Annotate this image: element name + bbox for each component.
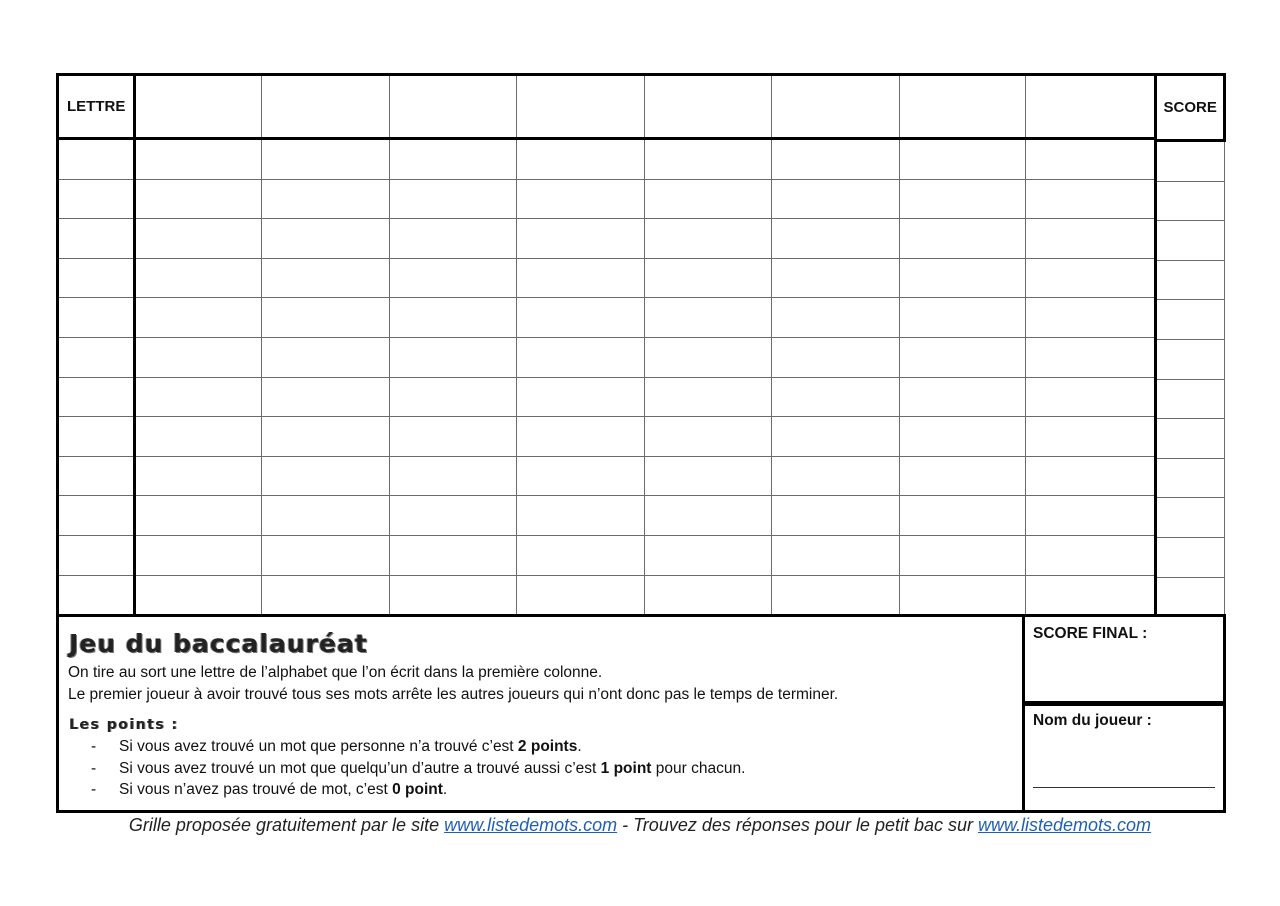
word-cell[interactable] [135, 496, 262, 536]
word-cell[interactable] [517, 456, 645, 496]
rule-text: Si vous avez trouvé un mot que quelqu’un d’autre a trouvé aussi c’est [119, 759, 601, 777]
bullet-dash: - [91, 759, 97, 777]
word-cell[interactable] [135, 179, 262, 219]
word-cell[interactable] [900, 219, 1026, 259]
footer-link-1[interactable]: www.listedemots.com [444, 815, 618, 835]
points-rule [91, 738, 745, 760]
word-cell[interactable] [900, 337, 1026, 377]
word-cell[interactable] [262, 377, 390, 417]
grid-row [58, 377, 1156, 417]
grid-row [58, 535, 1156, 575]
letter-cell[interactable] [58, 377, 135, 417]
rules-line-1: On tire au sort une lettre de l’alphabet que l’on écrit dans la première colonne. [68, 664, 603, 681]
score-cell[interactable] [1156, 181, 1225, 221]
word-cell[interactable] [135, 258, 262, 298]
grid-row [58, 456, 1156, 496]
score-row [1156, 379, 1225, 419]
points-rule [91, 760, 745, 782]
letter-column-header: LETTRE [58, 75, 135, 139]
grid-row [58, 298, 1156, 338]
player-name-line[interactable] [1033, 787, 1215, 788]
grid-row [58, 219, 1156, 259]
word-cell[interactable] [390, 535, 517, 575]
score-row [1156, 300, 1225, 340]
word-cell[interactable] [135, 456, 262, 496]
score-row [1156, 221, 1225, 261]
letter-cell[interactable] [58, 139, 135, 180]
word-cell[interactable] [772, 298, 900, 338]
word-cell[interactable] [262, 298, 390, 338]
word-cell[interactable] [135, 575, 262, 616]
grid-row [58, 258, 1156, 298]
word-cell[interactable] [772, 139, 900, 180]
category-header-cell[interactable] [772, 75, 900, 139]
word-cell[interactable] [517, 298, 645, 338]
word-cell[interactable] [1026, 535, 1156, 575]
player-name-box[interactable] [1022, 701, 1226, 813]
word-cell[interactable] [772, 496, 900, 536]
score-row [1156, 141, 1225, 182]
final-score-label: SCORE FINAL : [1033, 625, 1148, 642]
bullet-dash: - [91, 781, 97, 798]
word-cell[interactable] [135, 417, 262, 457]
footer [0, 815, 1280, 836]
score-cell[interactable] [1156, 537, 1225, 577]
letter-cell[interactable] [58, 417, 135, 457]
word-cell[interactable] [645, 179, 772, 219]
word-cell[interactable] [900, 417, 1026, 457]
bullet-dash: - [91, 738, 97, 755]
points-rule [91, 781, 745, 803]
word-cell[interactable] [645, 496, 772, 536]
score-cell[interactable] [1156, 141, 1225, 182]
score-row [1156, 498, 1225, 538]
word-cell[interactable] [262, 575, 390, 616]
word-cell[interactable] [900, 456, 1026, 496]
rule-points: 0 point [392, 781, 443, 798]
word-cell[interactable] [517, 496, 645, 536]
grid-row [58, 417, 1156, 457]
rules-line-2: Le premier joueur à avoir trouvé tous ses mots arrête les autres joueurs qui n’ont donc pas le temps de terminer. [68, 686, 839, 703]
score-row [1156, 577, 1225, 617]
rule-points: 1 point [600, 759, 652, 777]
score-column-header: SCORE [1156, 75, 1225, 141]
word-cell[interactable] [645, 139, 772, 180]
footer-link-2[interactable]: www.listedemots.com [978, 815, 1152, 835]
category-header-cell[interactable] [517, 75, 645, 139]
word-cell[interactable] [772, 337, 900, 377]
word-cell[interactable] [772, 179, 900, 219]
word-cell[interactable] [135, 535, 262, 575]
score-cell[interactable] [1156, 379, 1225, 419]
grid-row [58, 496, 1156, 536]
word-cell[interactable] [1026, 258, 1156, 298]
word-cell[interactable] [390, 258, 517, 298]
score-column [1154, 73, 1226, 617]
grid-header-row [58, 75, 1156, 139]
footer-text-2: - Trouvez des réponses pour le petit bac sur [617, 815, 978, 835]
word-cell[interactable] [390, 456, 517, 496]
category-header-cell[interactable] [390, 75, 517, 139]
word-cell[interactable] [645, 298, 772, 338]
letter-cell[interactable] [58, 298, 135, 338]
score-row [1156, 537, 1225, 577]
word-cell[interactable] [135, 337, 262, 377]
word-cell[interactable] [772, 456, 900, 496]
word-cell[interactable] [390, 417, 517, 457]
word-cell[interactable] [390, 377, 517, 417]
letter-cell[interactable] [58, 535, 135, 575]
word-cell[interactable] [517, 377, 645, 417]
word-cell[interactable] [1026, 417, 1156, 457]
word-cell[interactable] [262, 179, 390, 219]
score-cell[interactable] [1156, 339, 1225, 379]
word-cell[interactable] [135, 139, 262, 180]
word-cell[interactable] [262, 417, 390, 457]
score-cell[interactable] [1156, 419, 1225, 459]
letter-cell[interactable] [58, 219, 135, 259]
word-cell[interactable] [517, 179, 645, 219]
score-cell[interactable] [1156, 260, 1225, 300]
letter-cell[interactable] [58, 337, 135, 377]
word-cell[interactable] [517, 337, 645, 377]
score-row [1156, 419, 1225, 459]
word-cell[interactable] [390, 179, 517, 219]
word-cell[interactable] [900, 377, 1026, 417]
word-cell[interactable] [262, 496, 390, 536]
word-cell[interactable] [262, 258, 390, 298]
word-cell[interactable] [390, 298, 517, 338]
word-cell[interactable] [772, 258, 900, 298]
word-cell[interactable] [1026, 337, 1156, 377]
word-cell[interactable] [645, 337, 772, 377]
word-cell[interactable] [900, 179, 1026, 219]
word-cell[interactable] [772, 575, 900, 616]
word-cell[interactable] [390, 496, 517, 536]
letter-cell[interactable] [58, 575, 135, 616]
word-cell[interactable] [645, 377, 772, 417]
score-cell[interactable] [1156, 221, 1225, 261]
word-cell[interactable] [1026, 179, 1156, 219]
score-row [1156, 181, 1225, 221]
word-cell[interactable] [517, 258, 645, 298]
player-name-label: Nom du joueur : [1033, 712, 1152, 729]
word-cell[interactable] [135, 219, 262, 259]
word-cell[interactable] [900, 139, 1026, 180]
grid-row [58, 575, 1156, 616]
word-cell[interactable] [1026, 575, 1156, 616]
rule-text-end: pour chacun. [651, 759, 746, 777]
word-cell[interactable] [645, 417, 772, 457]
game-title: Jeu du baccalauréat [69, 629, 368, 658]
word-grid [56, 73, 1157, 617]
game-grid [56, 73, 1226, 616]
word-cell[interactable] [772, 219, 900, 259]
letter-cell[interactable] [58, 456, 135, 496]
word-cell[interactable] [135, 377, 262, 417]
final-score-box[interactable] [1022, 614, 1226, 706]
word-cell[interactable] [645, 219, 772, 259]
word-cell[interactable] [1026, 377, 1156, 417]
word-cell[interactable] [517, 535, 645, 575]
word-cell[interactable] [390, 219, 517, 259]
score-row [1156, 339, 1225, 379]
rule-text: Si vous avez trouvé un mot que personne n’a trouvé c’est [119, 738, 518, 755]
points-heading: Les points : [69, 717, 179, 733]
category-header-cell[interactable] [262, 75, 390, 139]
word-cell[interactable] [390, 139, 517, 180]
word-cell[interactable] [1026, 496, 1156, 536]
score-cell[interactable] [1156, 458, 1225, 498]
word-cell[interactable] [517, 575, 645, 616]
footer-text: Grille proposée gratuitement par le site [128, 815, 445, 835]
score-row [1156, 260, 1225, 300]
letter-cell[interactable] [58, 179, 135, 219]
word-cell[interactable] [262, 456, 390, 496]
word-cell[interactable] [390, 337, 517, 377]
word-cell[interactable] [135, 298, 262, 338]
score-cell[interactable] [1156, 498, 1225, 538]
word-cell[interactable] [517, 139, 645, 180]
score-row [1156, 458, 1225, 498]
rule-points: 2 points [517, 738, 578, 755]
word-cell[interactable] [517, 417, 645, 457]
category-header-cell[interactable] [900, 75, 1026, 139]
letter-cell[interactable] [58, 258, 135, 298]
grid-row [58, 139, 1156, 180]
score-cell[interactable] [1156, 300, 1225, 340]
word-cell[interactable] [262, 219, 390, 259]
word-cell[interactable] [772, 417, 900, 457]
word-cell[interactable] [262, 139, 390, 180]
word-cell[interactable] [900, 298, 1026, 338]
word-cell[interactable] [262, 535, 390, 575]
category-header-cell[interactable] [645, 75, 772, 139]
word-cell[interactable] [645, 575, 772, 616]
word-cell[interactable] [645, 258, 772, 298]
word-cell[interactable] [645, 535, 772, 575]
word-cell[interactable] [1026, 219, 1156, 259]
word-cell[interactable] [645, 456, 772, 496]
rules-panel [56, 614, 1025, 813]
grid-row [58, 337, 1156, 377]
word-cell[interactable] [900, 258, 1026, 298]
word-cell[interactable] [1026, 298, 1156, 338]
rule-text-end: . [577, 738, 582, 755]
category-header-cell[interactable] [1026, 75, 1156, 139]
category-header-cell[interactable] [135, 75, 262, 139]
word-cell[interactable] [772, 535, 900, 575]
word-cell[interactable] [1026, 456, 1156, 496]
score-cell[interactable] [1156, 577, 1225, 617]
word-cell[interactable] [900, 535, 1026, 575]
word-cell[interactable] [517, 219, 645, 259]
word-cell[interactable] [900, 575, 1026, 616]
word-cell[interactable] [772, 377, 900, 417]
word-cell[interactable] [1026, 139, 1156, 180]
word-cell[interactable] [390, 575, 517, 616]
grid-row [58, 179, 1156, 219]
rule-text-end: . [442, 781, 448, 798]
word-cell[interactable] [900, 496, 1026, 536]
letter-cell[interactable] [58, 496, 135, 536]
word-cell[interactable] [262, 337, 390, 377]
points-list [91, 738, 745, 803]
rule-text: Si vous n’avez pas trouvé de mot, c’est [119, 781, 393, 798]
